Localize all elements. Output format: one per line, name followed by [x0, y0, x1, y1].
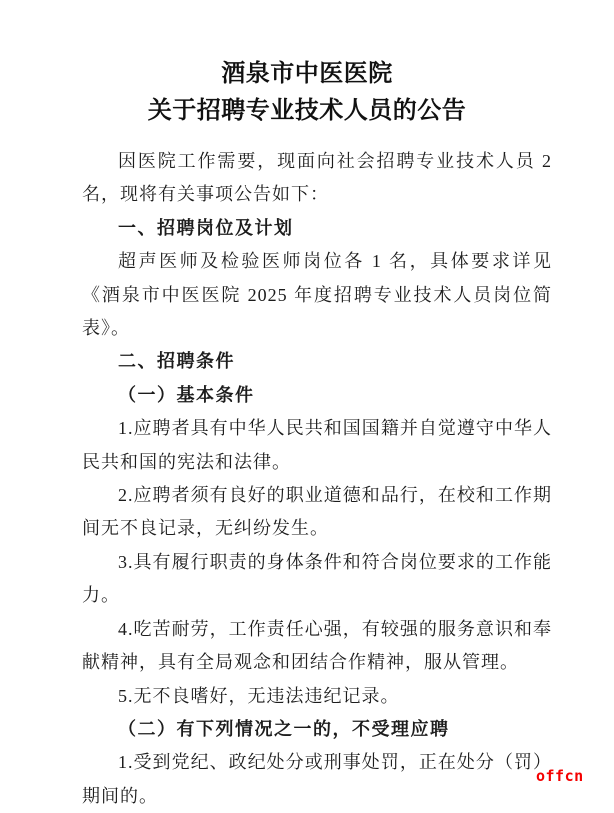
paragraph: 4.吃苦耐劳，工作责任心强，有较强的服务意识和奉献精神，具有全局观念和团结合作精神，服从管理。 — [82, 618, 552, 673]
title-line-1: 酒泉市中医医院 — [221, 61, 393, 87]
document-title — [0, 56, 614, 130]
section-heading: （一）基本条件 — [118, 384, 255, 405]
offcn-watermark-logo: offcn — [536, 767, 584, 785]
section-heading: 一、招聘岗位及计划 — [118, 217, 294, 238]
title-line-2: 关于招聘专业技术人员的公告 — [147, 98, 467, 124]
paragraph: 3.具有履行职责的身体条件和符合岗位要求的工作能力。 — [82, 551, 552, 606]
paragraph: 因医院工作需要，现面向社会招聘专业技术人员 2 名，现将有关事项公告如下： — [82, 151, 552, 205]
section-heading: （二）有下列情况之一的，不受理应聘 — [118, 718, 450, 739]
section-heading: 二、招聘条件 — [118, 351, 235, 372]
paragraph: 1.应聘者具有中华人民共和国国籍并自觉遵守中华人民共和国的宪法和法律。 — [82, 418, 552, 472]
paragraph: 超声医师及检验医师岗位各 1 名，具体要求详见《酒泉市中医医院 2025 年度招聘专业技术人员岗位简表》。 — [82, 251, 552, 339]
paragraph: 2.应聘者须有良好的职业道德和品行，在校和工作期间无不良记录，无纠纷发生。 — [82, 485, 552, 539]
paragraph: 1.受到党纪、政纪处分或刑事处罚，正在处分（罚）期间的。 — [82, 752, 552, 806]
paragraph: 5.无不良嗜好，无违法违纪记录。 — [118, 685, 400, 706]
document-body — [82, 145, 552, 813]
